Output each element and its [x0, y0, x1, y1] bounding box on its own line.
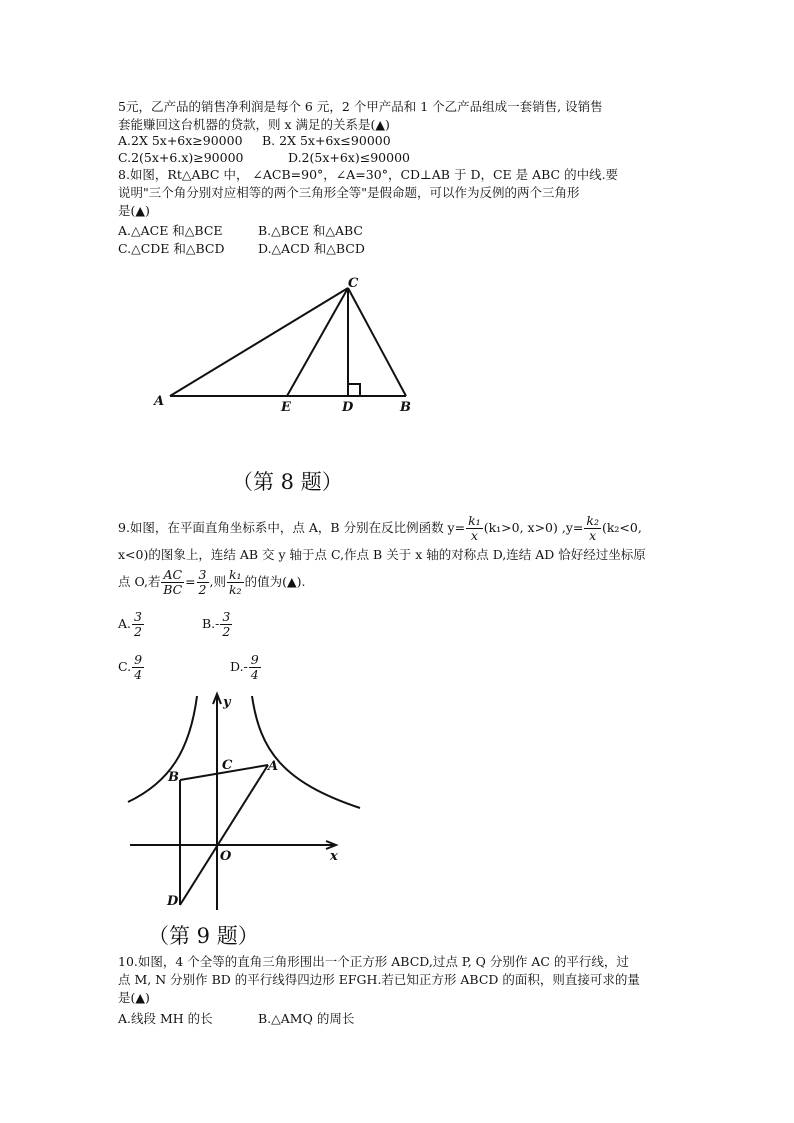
q8-caption: （第 8 题） [232, 470, 343, 494]
segment-ac [170, 288, 348, 396]
label-a: A [268, 759, 279, 774]
q9-line1-part3: (k₂<0, [601, 520, 642, 535]
segment-ad [180, 765, 268, 905]
q9-line3-part3: 的值为(▲). [244, 574, 306, 589]
q7-text-line2: 套能赚回这台机器的贷款，则 x 满足的关系是(▲) [118, 117, 390, 132]
label-y: y [223, 695, 231, 710]
q9-fraction-k1-k2 [227, 568, 244, 597]
option-prefix: A. [118, 616, 132, 631]
q7-option-a: A.2X 5x+6x≥90000 [118, 133, 243, 148]
q7-option-c: C.2(5x+6.x)≥90000 [118, 150, 244, 165]
option-prefix: B.- [202, 616, 220, 631]
frac-numerator: k₁ [228, 567, 242, 582]
frac-numerator: 3 [134, 609, 142, 624]
label-b: B [400, 400, 411, 415]
curve-left [128, 696, 197, 802]
frac-numerator: 3 [222, 609, 231, 624]
q9-fraction-k1-over-x [466, 514, 483, 543]
frac-denominator: x [589, 528, 597, 543]
q9-option-c [118, 653, 145, 682]
q9-fraction-ac-bc [161, 568, 184, 597]
q8-option-c: C.△CDE 和△BCD [118, 241, 225, 256]
frac-denominator: k₂ [228, 582, 242, 597]
q9-text-line1 [118, 514, 642, 543]
q8-text-line1: 8.如图，Rt△ABC 中， ∠ACB=90°，∠A=30°，CD⊥AB 于 D，CE 是 ABC 的中线.要 [118, 167, 619, 182]
option-fraction [132, 653, 144, 682]
q8-option-d: D.△ACD 和△BCD [258, 241, 365, 256]
option-fraction [220, 610, 232, 639]
segment-cb [348, 288, 406, 396]
label-c: C [348, 276, 359, 291]
frac-numerator: 9 [250, 652, 259, 667]
frac-numerator: k₁ [468, 513, 481, 528]
q9-option-a [118, 610, 145, 639]
frac-numerator: 3 [198, 567, 207, 582]
q9-text-line3 [118, 568, 305, 597]
q8-text-line3: 是(▲) [118, 203, 150, 218]
q9-equals: = [185, 574, 196, 589]
frac-denominator: 2 [222, 624, 231, 639]
q8-option-a: A.△ACE 和△BCE [118, 223, 223, 238]
q9-fraction-k2-over-x [584, 514, 601, 543]
q9-coordinate-figure [122, 690, 367, 915]
q8-text-line2: 说明"三个角分别对应相等的两个三角形全等"是假命题，可以作为反例的两个三角形 [118, 185, 580, 200]
q10-text-line2: 点 M, N 分别作 BD 的平行线得四边形 EFGH.若已知正方形 ABCD 的面积，则直接可求的量 [118, 972, 640, 987]
label-e: E [281, 400, 291, 415]
q9-option-b [202, 610, 233, 639]
frac-numerator: 9 [134, 652, 143, 667]
frac-denominator: x [470, 528, 478, 543]
right-angle-mark [348, 384, 360, 396]
label-d: D [342, 400, 354, 415]
q9-caption: （第 9 题） [148, 924, 259, 948]
q8-option-b: B.△BCE 和△ABC [258, 223, 363, 238]
label-a: A [154, 394, 165, 409]
q10-text-line3: 是(▲) [118, 990, 150, 1005]
label-c: C [222, 758, 233, 773]
q9-line3-part1: 点 O,若 [118, 574, 161, 589]
q9-line1-part1: 9.如图，在平面直角坐标系中，点 A，B 分别在反比例函数 y= [118, 520, 466, 535]
option-prefix: D.- [230, 659, 248, 674]
curve-right [252, 696, 360, 808]
q7-option-b: B. 2X 5x+6x≤90000 [262, 133, 391, 148]
frac-numerator: AC [163, 567, 183, 582]
q9-text-line2: x<0)的图象上，连结 AB 交 y 轴于点 C,作点 B 关于 x 轴的对称点 D,连结 AD 恰好经过坐标原 [118, 547, 646, 562]
frac-denominator: 2 [134, 624, 142, 639]
q9-line3-part2: ,则 [209, 574, 226, 589]
segment-ce [287, 288, 348, 396]
q9-option-d [230, 653, 262, 682]
frac-numerator: k₂ [586, 513, 599, 528]
frac-denominator: BC [163, 582, 183, 597]
label-d: D [167, 894, 179, 909]
label-b: B [168, 770, 179, 785]
q10-option-b: B.△AMQ 的周长 [258, 1011, 355, 1026]
frac-denominator: 4 [250, 667, 259, 682]
q7-option-d: D.2(5x+6x)≤90000 [288, 150, 410, 165]
q10-option-a: A.线段 MH 的长 [118, 1011, 213, 1026]
q7-text-line1: 5元，乙产品的销售净利润是每个 6 元，2 个甲产品和 1 个乙产品组成一套销售, 设销售 [118, 99, 603, 114]
option-fraction [132, 610, 144, 639]
option-fraction [249, 653, 261, 682]
option-prefix: C. [118, 659, 132, 674]
frac-denominator: 4 [134, 667, 143, 682]
q9-line1-part2: (k₁>0, x>0) ,y= [483, 520, 584, 535]
frac-denominator: 2 [198, 582, 207, 597]
label-x: x [330, 849, 338, 864]
q10-text-line1: 10.如图，4 个全等的直角三角形围出一个正方形 ABCD,过点 P, Q 分别作 AC 的平行线，过 [118, 954, 629, 969]
q8-triangle-figure [150, 275, 430, 420]
q9-fraction-3-2 [197, 568, 209, 597]
label-o: O [220, 849, 232, 864]
